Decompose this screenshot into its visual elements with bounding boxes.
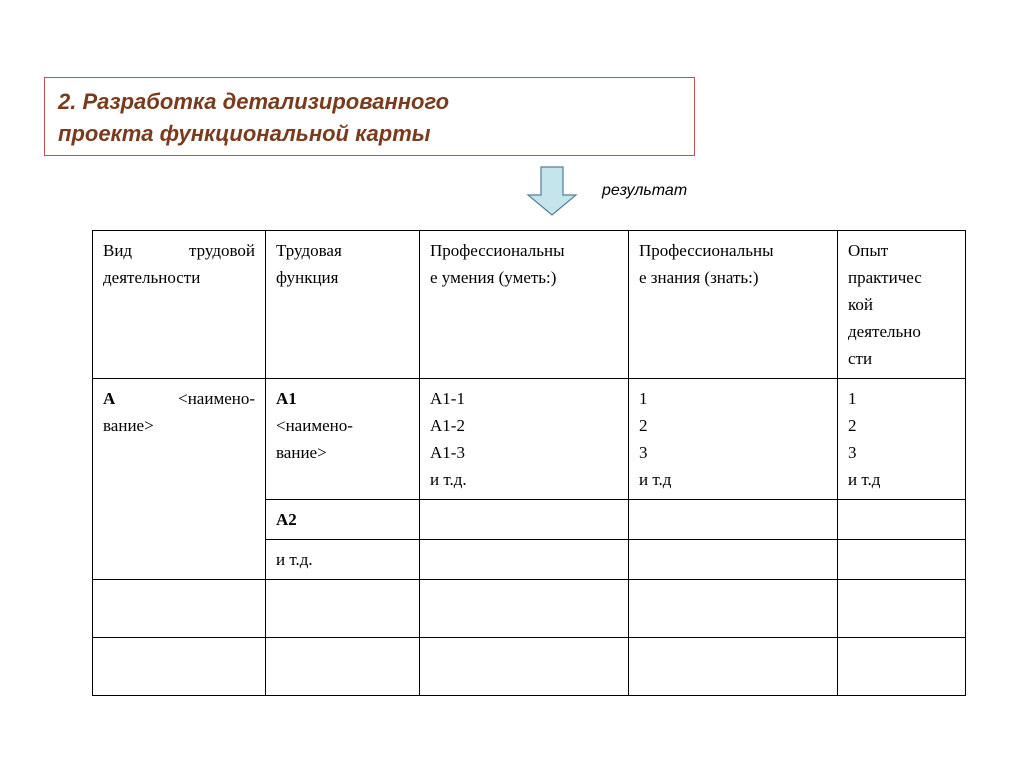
- activity-code: А: [103, 389, 116, 408]
- empty-cell: [266, 580, 420, 638]
- empty-cell: [93, 580, 266, 638]
- functional-map-table: [92, 230, 966, 696]
- header-labor-function: Трудовая функция: [266, 231, 420, 379]
- function-code-a1: А1: [276, 389, 297, 408]
- empty-cell: [838, 500, 966, 540]
- function-cell-etc: и т.д.: [266, 540, 420, 580]
- table-row: [93, 379, 966, 500]
- empty-cell: [838, 580, 966, 638]
- empty-cell: [420, 500, 629, 540]
- title-line-1: 2. Разработка детализированного: [58, 89, 450, 114]
- title-box: [44, 77, 695, 156]
- empty-cell: [629, 638, 838, 696]
- table-row: [93, 638, 966, 696]
- empty-cell: [838, 638, 966, 696]
- title-line-2: проекта функциональной карты: [58, 121, 431, 146]
- down-arrow-icon: [526, 166, 578, 216]
- table-row: [93, 580, 966, 638]
- header-professional-skills: Профессиональны е умения (уметь:): [420, 231, 629, 379]
- activity-name-part2: вание>: [103, 416, 154, 435]
- empty-cell: [838, 540, 966, 580]
- empty-cell: [420, 580, 629, 638]
- empty-cell: [420, 638, 629, 696]
- activity-name-part1: <наимено-: [178, 389, 255, 408]
- empty-cell: [629, 580, 838, 638]
- empty-cell: [629, 500, 838, 540]
- result-label: результат: [602, 182, 688, 199]
- header-professional-knowledge: Профессиональны е знания (знать:): [629, 231, 838, 379]
- function-cell-a2: А2: [266, 500, 420, 540]
- experience-cell: 1 2 3 и т.д: [838, 379, 966, 500]
- skills-cell: А1-1 А1-2 А1-3 и т.д.: [420, 379, 629, 500]
- header-practical-experience: Опыт практичес кой деятельно сти: [838, 231, 966, 379]
- table-header-row: [93, 231, 966, 379]
- empty-cell: [420, 540, 629, 580]
- activity-cell: [93, 379, 266, 580]
- header-activity-type: Вид трудовой деятельности: [93, 231, 266, 379]
- empty-cell: [93, 638, 266, 696]
- function-cell-a1: А1 <наимено- вание>: [266, 379, 420, 500]
- knowledge-cell: 1 2 3 и т.д: [629, 379, 838, 500]
- empty-cell: [266, 638, 420, 696]
- empty-cell: [629, 540, 838, 580]
